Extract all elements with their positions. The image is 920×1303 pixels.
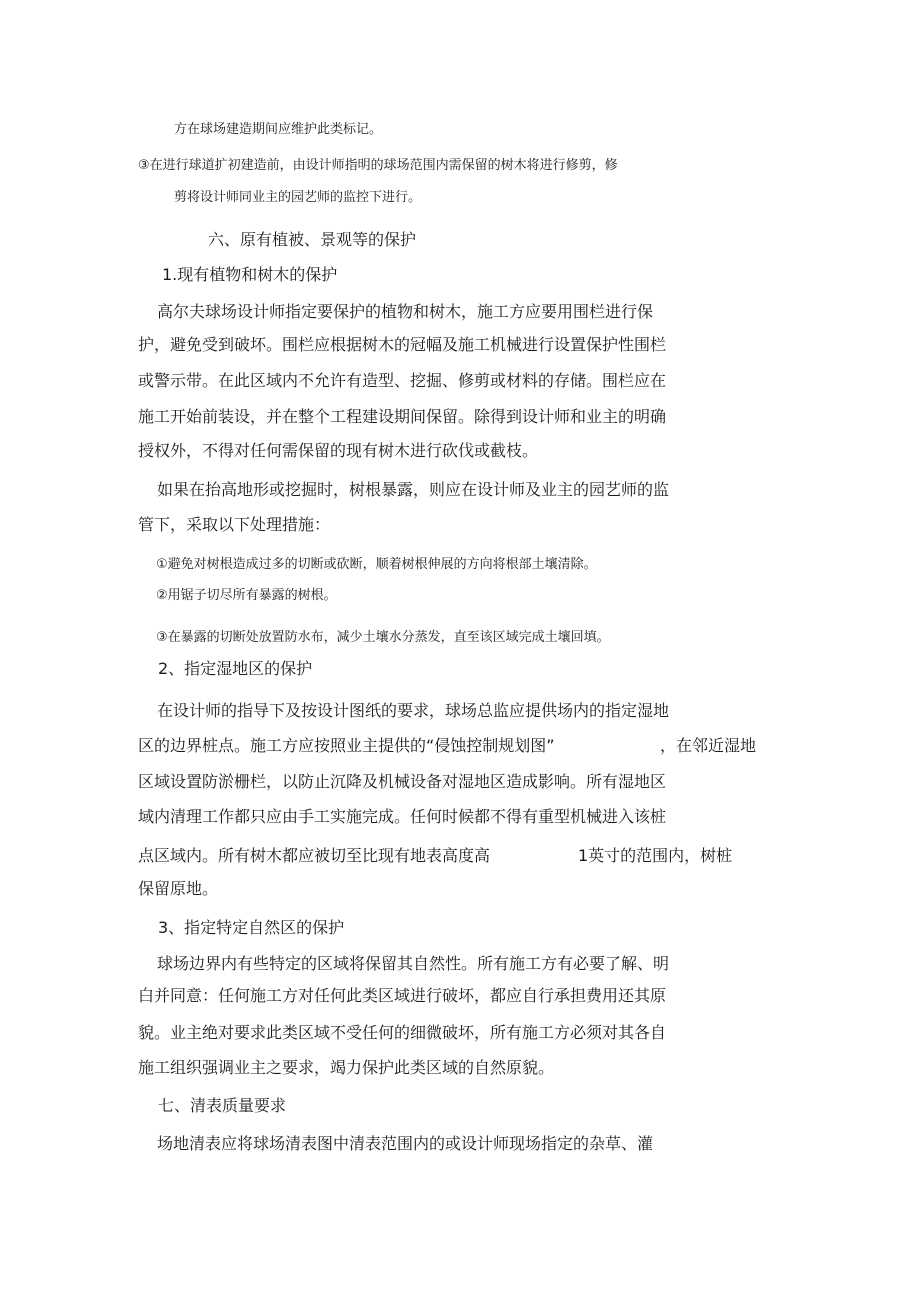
paragraph-line: 场地清表应将球场清表图中清表范围内的或设计师现场指定的杂草、灌 [157,1134,654,1153]
list-item: ③在进行球道扩初建造前，由设计师指明的球场范围内需保留的树木将进行修剪，修 [138,158,618,173]
paragraph-line: 授权外，不得对任何需保留的现有树木进行砍伐或截枝。 [138,441,539,460]
section-heading: 六、原有植被、景观等的保护 [208,230,417,249]
paragraph-line: 或警示带。在此区域内不允许有造型、挖掘、修剪或材料的存储。围栏应在 [138,371,667,390]
paragraph-line: 貌。业主绝对要求此类区域不受任何的细微破坏，所有施工方必须对其各自 [138,1023,667,1042]
paragraph-line: ，在邻近湿地 [660,736,757,755]
list-item: ②用锯子切尽所有暴露的树根。 [156,588,337,603]
subsection-heading: 2、指定湿地区的保护 [158,659,313,678]
paragraph-line: 施工组织强调业主之要求，竭力保护此类区域的自然原貌。 [138,1058,555,1077]
list-item: ③在暴露的切断处放置防水布，减少土壤水分蒸发，直至该区域完成土壤回填。 [156,630,610,645]
paragraph-line: 如果在抬高地形或挖掘时，树根暴露，则应在设计师及业主的园艺师的监 [157,480,670,499]
paragraph-line: 护，避免受到破坏。围栏应根据树木的冠幅及施工机械进行设置保护性围栏 [138,335,667,354]
subsection-heading: 3、指定特定自然区的保护 [158,918,345,937]
paragraph-line: 区域设置防淤栅栏，以防止沉降及机械设备对湿地区造成影响。所有湿地区 [138,772,667,791]
paragraph-line: 在设计师的指导下及按设计图纸的要求，球场总监应提供场内的指定湿地 [157,701,670,720]
paragraph-line: 1英寸的范围内，树桩 [578,846,733,865]
paragraph-line: 球场边界内有些特定的区域将保留其自然性。所有施工方有必要了解、明 [157,954,670,973]
text-line: 方在球场建造期间应维护此类标记。 [174,122,383,137]
text-line: 剪将设计师同业主的园艺师的监控下进行。 [174,190,422,205]
paragraph-line: 保留原地。 [138,879,219,898]
paragraph-line: 域内清理工作都只应由手工实施完成。任何时候都不得有重型机械进入该桩 [138,807,667,826]
subsection-heading: 1.现有植物和树木的保护 [162,265,338,284]
section-heading: 七、清表质量要求 [158,1096,287,1115]
paragraph-line: 施工开始前装设，并在整个工程建设期间保留。除得到设计师和业主的明确 [138,407,667,426]
paragraph-line: 点区域内。所有树木都应被切至比现有地表高度高 [138,846,491,865]
paragraph-line: 区的边界桩点。施工方应按照业主提供的“侵蚀控制规划图” [138,736,555,755]
paragraph-line: 白并同意：任何施工方对任何此类区域进行破坏，都应自行承担费用还其原 [138,986,667,1005]
paragraph-line: 高尔夫球场设计师指定要保护的植物和树木，施工方应要用围栏进行保 [157,302,654,321]
list-item: ①避免对树根造成过多的切断或砍断，顺着树根伸展的方向将根部土壤清除。 [156,557,597,572]
paragraph-line: 管下，采取以下处理措施： [138,515,331,534]
